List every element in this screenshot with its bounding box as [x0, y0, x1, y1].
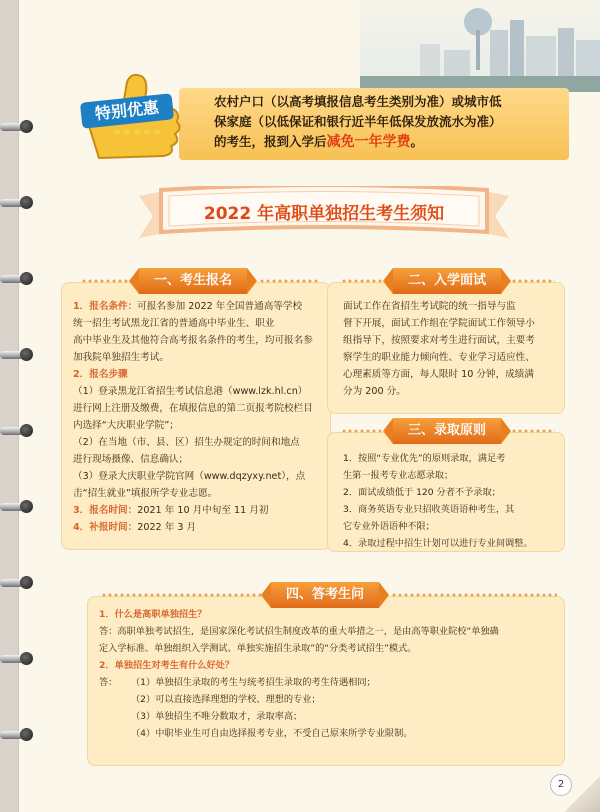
faq-question-2: 2．单独招生对考生有什么好处？ [99, 660, 235, 671]
city-skyline-illustration [360, 0, 600, 92]
binder-ring [0, 576, 30, 590]
page-title: 2022 年高职单独招生考生须知 [203, 204, 445, 224]
binder-ring [0, 120, 30, 134]
registration-time-label: 3．报名时间： [73, 505, 138, 516]
banner-line-2: 保家庭（以低保证和银行近半年低保发放流水为准） [214, 114, 502, 129]
faq-question-1: 1．什么是高职单独招生？ [99, 609, 207, 620]
binder-ring [0, 196, 30, 210]
section-faq-tab: 四、答考生问 [271, 582, 379, 608]
supplement-time-value: 2022 年 3 月 [137, 522, 197, 533]
binder-ring [0, 652, 30, 666]
binder-ring [0, 728, 30, 742]
supplement-time-label: 4．补报时间： [73, 522, 138, 533]
registration-time-value: 2021 年 10 月中旬至 11 月初 [137, 505, 269, 516]
binder-ring [0, 424, 30, 438]
dotted-divider [511, 429, 555, 433]
dotted-divider [101, 593, 261, 597]
banner-line-1: 农村户口（以高考填报信息考生类别为准）或城市低 [214, 94, 502, 109]
registration-steps-label: 2．报名步骤 [73, 369, 128, 380]
binder-ring [0, 348, 30, 362]
faq-answer-2-prefix: 答： [99, 677, 118, 688]
page-number: 2 [550, 774, 572, 796]
section-admission-tab: 三、录取原则 [393, 418, 501, 444]
dotted-divider [341, 429, 385, 433]
binder-ring [0, 272, 30, 286]
page-curl [564, 776, 600, 812]
dotted-divider [341, 279, 385, 283]
section-interview-tab: 二、入学面试 [393, 268, 501, 294]
section-registration-text: 1．报名条件：可报名参加 2022 年全国普通高等学校 统一招生考试黑龙江省的普通高中毕业生、职业 高中毕业生及其他符合高考报名条件的考生，均可报名参 加我院单独招生考试。 2．报名步骤 （1）登录黑龙江省招生考试信息港（www.lzk.hl.cn） 进行网上注册及缴费，在填报信息的第二页报考院校栏目 内选择“大庆职业学院”； （2）在当地（市、县、区）招生办规定的时间和地点 进行现场摄像、信息确认； （3）登录大庆职业学院官网（www.dqzyxy.net），点 击“招生就业”填报所学专业志愿。 3．报名时间：2021 年 10 月中旬至 11 月初 4．补报时间：2022 年 3 月 [73, 298, 325, 536]
dotted-divider [81, 279, 129, 283]
discount-banner-text [214, 92, 544, 152]
section-registration-tab: 一、考生报名 [139, 268, 247, 294]
registration-condition-label: 1．报名条件： [73, 301, 138, 312]
dotted-divider [511, 279, 555, 283]
thumbs-up-icon [77, 68, 217, 168]
document-page [18, 0, 600, 812]
binder-ring [0, 500, 30, 514]
dotted-divider [391, 593, 557, 597]
badge-label: 特别优惠 [94, 97, 160, 124]
section-admission-text: 1．按照“专业优先”的原则录取，满足考 生第一报考专业志愿录取； 2．面试成绩低于 120 分者不予录取； 3．商务英语专业只招收英语语种考生，其 它专业外语语种不限； 4．录取过程中招生计划可以进行专业间调整。 [343, 453, 533, 549]
faq-answer-1: 答：高职单独考试招生，是国家深化考试招生制度改革的重大举措之一，是由高等职业院校“单独确 [99, 626, 499, 637]
section-faq-text: 1．什么是高职单独招生？ 答：高职单独考试招生，是国家深化考试招生制度改革的重大举措之一，是由高等职业院校“单独确 定入学标准、单独组织入学测试、单独实施招生录取”的“分类考试招生”模式。 2．单独招生对考生有什么好处？ 答： （1）单独招生录取的考生与统考招生录取的考生待遇相同； （2）可以直接选择理想的学校、理想的专业； （3）单独招生不唯分数取才，录取率高； （4）中职毕业生可自由选择报考专业，不受自己原来所学专业限制。 [99, 606, 561, 742]
banner-line-3: 的考生，报到入学后减免一年学费。 [214, 134, 424, 150]
dotted-divider [259, 279, 319, 283]
title-ribbon [139, 186, 509, 242]
section-interview-text: 面试工作在省招生考试院的统一指导与监 督下开展，面试工作组在学院面试工作领导小 组指导下，按照要求对考生进行面试，主要考 察学生的职业能力倾向性、专业学习适应性、 心理素质等方面，每人限时 10 分钟，成绩满 分为 200 分。 [343, 301, 535, 397]
discount-highlight: 减免一年学费 [326, 134, 411, 150]
